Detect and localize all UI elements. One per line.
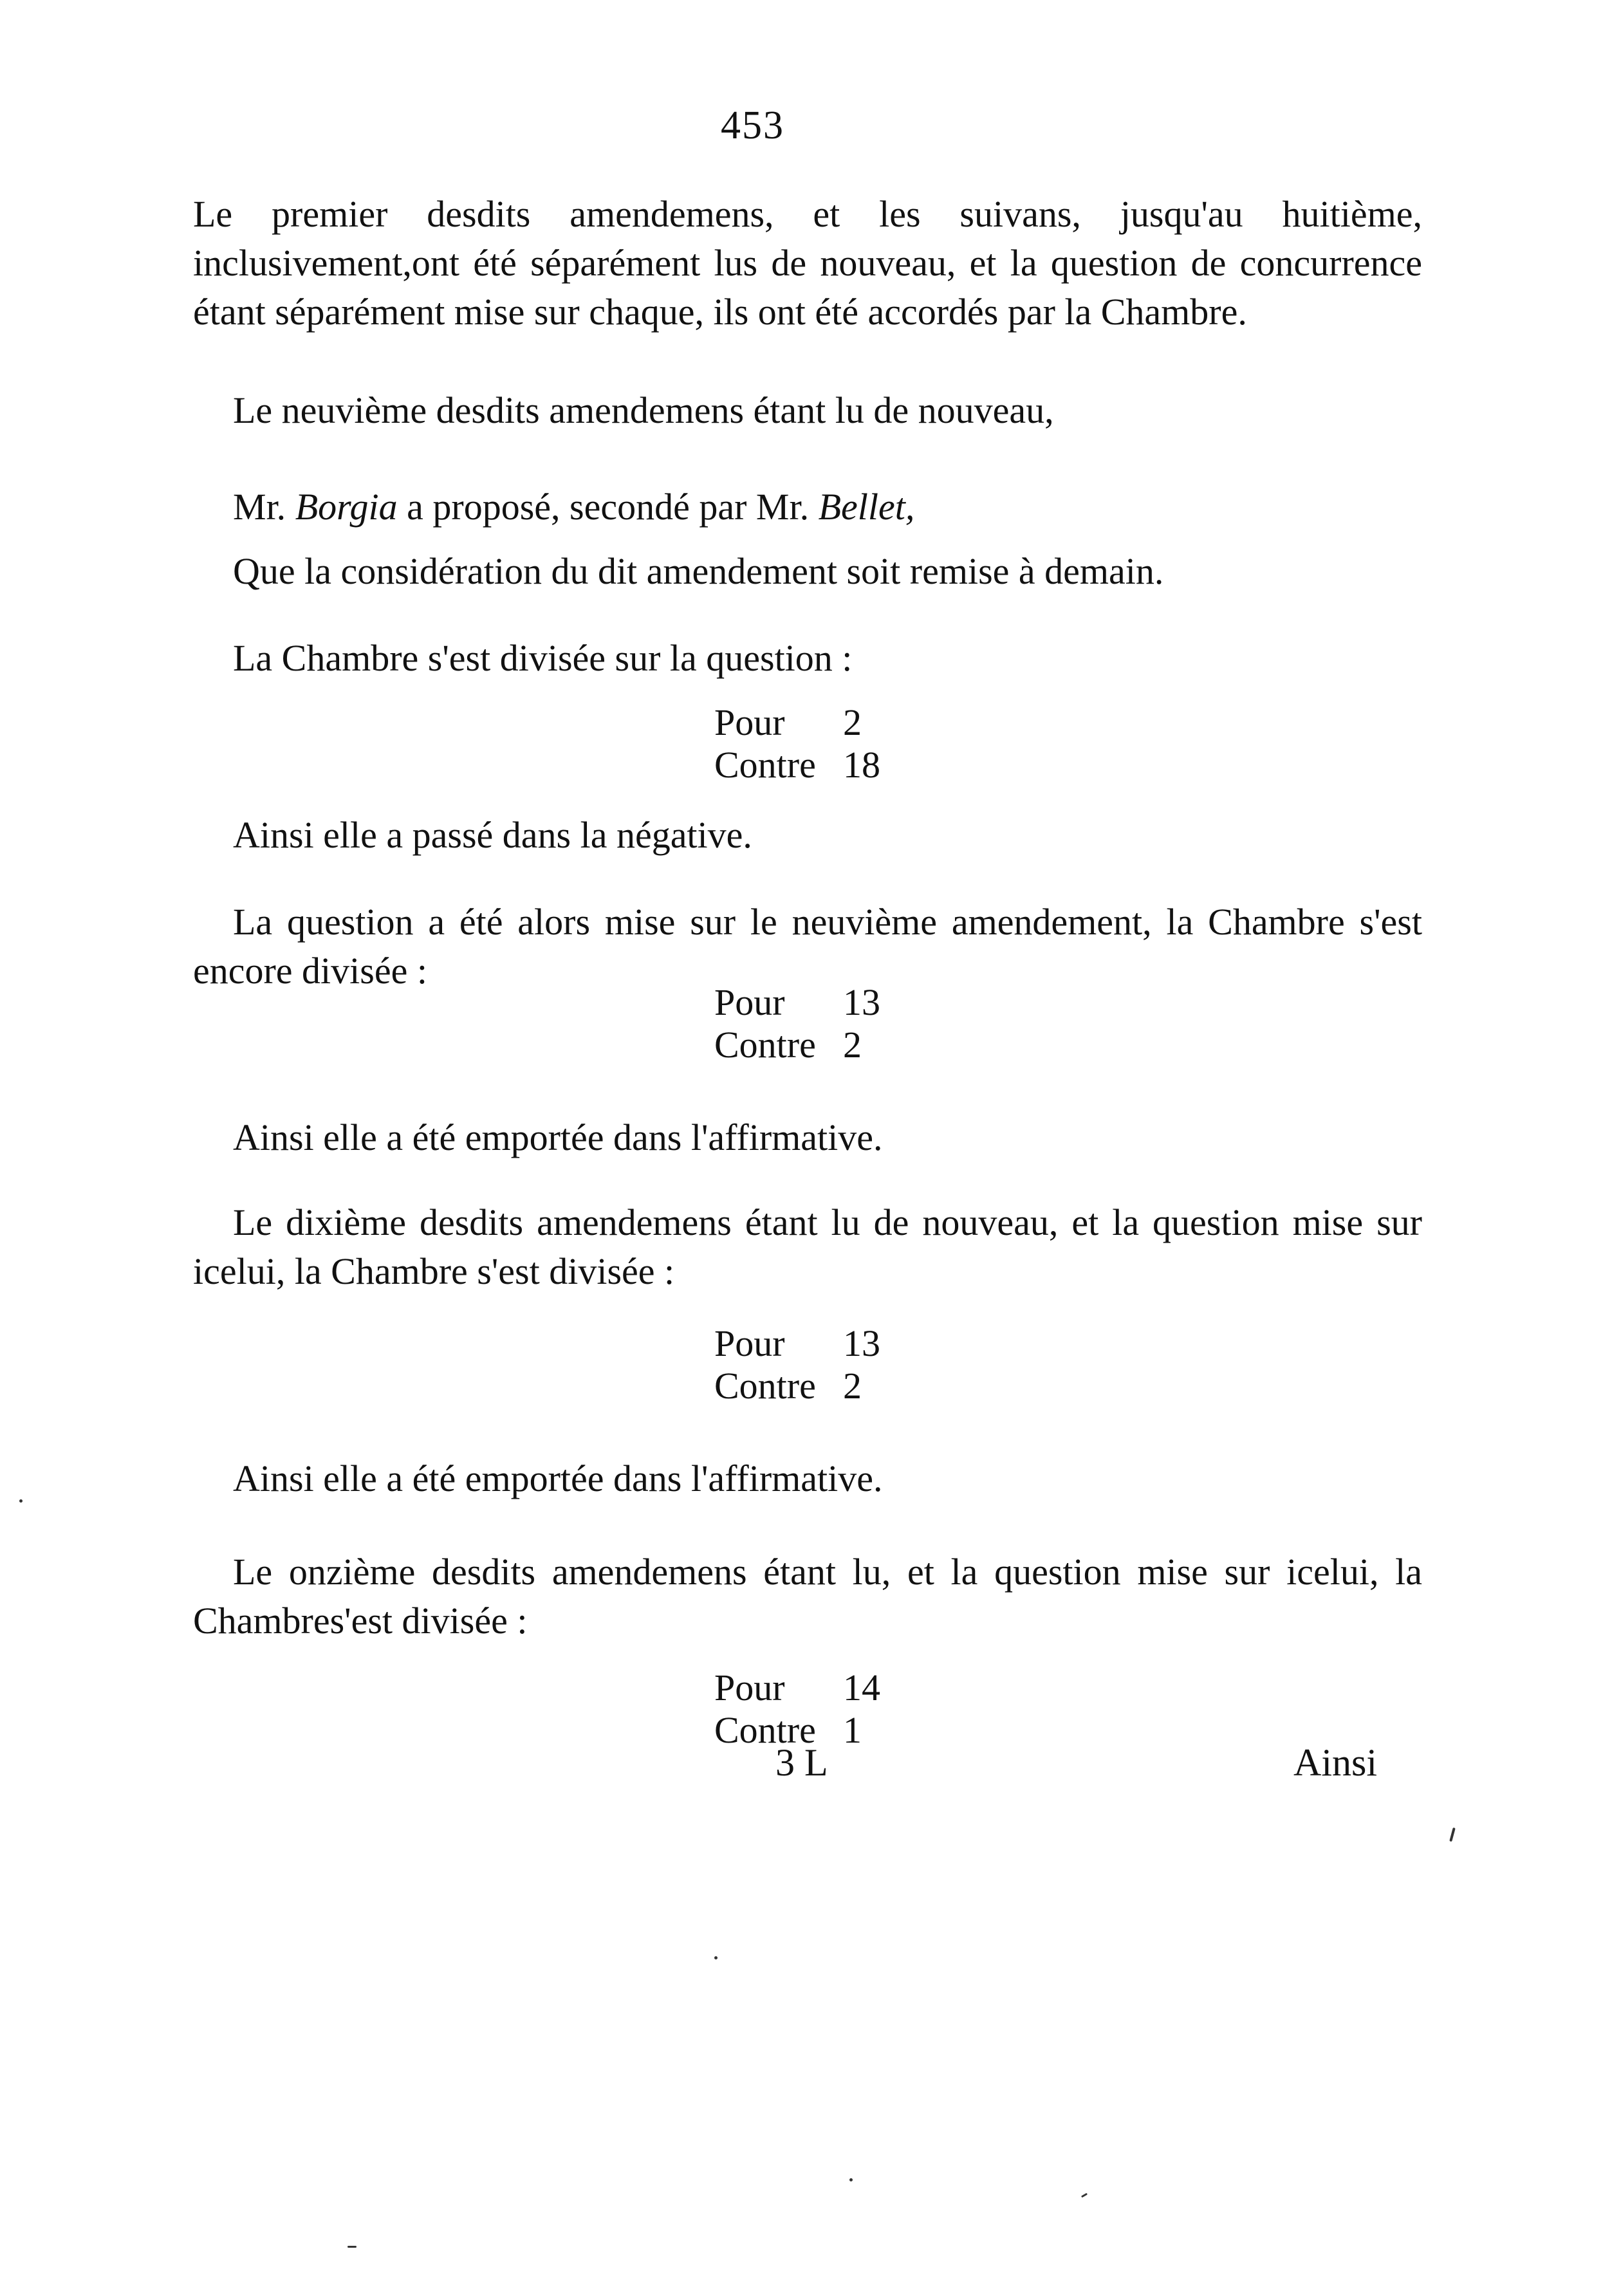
catchword: Ainsi bbox=[1293, 1741, 1378, 1784]
paragraph-result-negative: Ainsi elle a passé dans la négative. bbox=[233, 814, 752, 856]
vote-contre-count: 2 bbox=[843, 1024, 862, 1066]
paragraph-motion-text: Que la considération du dit amendement soit remise à demain. bbox=[233, 550, 1164, 592]
vote-pour-count: 14 bbox=[843, 1667, 880, 1708]
vote-tally-1 bbox=[714, 701, 880, 786]
vote-contre-count: 18 bbox=[843, 744, 880, 786]
vote-pour-count: 2 bbox=[843, 701, 862, 743]
vote-pour-label: Pour bbox=[714, 1322, 785, 1364]
paragraph-division-1: La Chambre s'est divisée sur la question : bbox=[233, 637, 853, 679]
paragraph-motion bbox=[233, 483, 914, 532]
paragraph-tenth-amendment: Le dixième desdits amendemens étant lu de nouveau, et la question mise sur icelui, la Chambre s'est divisée : bbox=[193, 1201, 1422, 1292]
vote-contre-label: Contre bbox=[714, 1709, 816, 1751]
vote-pour-count: 13 bbox=[843, 981, 880, 1023]
vote-contre-count: 2 bbox=[843, 1365, 862, 1407]
vote-pour-label: Pour bbox=[714, 1667, 785, 1708]
vote-contre-count: 1 bbox=[843, 1709, 862, 1751]
scan-speck bbox=[849, 2178, 853, 2181]
vote-contre-label: Contre bbox=[714, 1024, 816, 1066]
motion-prefix: Mr. bbox=[233, 486, 295, 528]
member-name-bellet: Bellet, bbox=[818, 486, 915, 528]
vote-pour-label: Pour bbox=[714, 981, 785, 1023]
scan-speck bbox=[347, 2246, 357, 2248]
vote-tally-2 bbox=[714, 981, 880, 1066]
page-number: 453 bbox=[721, 104, 784, 147]
vote-contre-label: Contre bbox=[714, 1365, 816, 1407]
scan-speck bbox=[1081, 2193, 1088, 2198]
paragraph-amendments-1-8: Le premier desdits amendemens, et les suivans, jusqu'au huitième, inclusivement,ont été séparément lus de nouveau, et la question de concurrence étant séparément mise sur chaque, ils ont été accordés par la Chambre. bbox=[193, 193, 1422, 333]
paragraph-result-affirmative-1: Ainsi elle a été emportée dans l'affirmative. bbox=[233, 1116, 883, 1158]
vote-pour-label: Pour bbox=[714, 701, 785, 743]
paragraph-division-2: La question a été alors mise sur le neuvième amendement, la Chambre s'est encore divisée : bbox=[193, 901, 1422, 992]
vote-tally-4 bbox=[714, 1667, 880, 1752]
scan-speck bbox=[1449, 1828, 1456, 1842]
member-name-borgia: Borgia bbox=[295, 486, 398, 528]
paragraph-result-affirmative-2: Ainsi elle a été emportée dans l'affirmative. bbox=[233, 1458, 883, 1499]
vote-contre-label: Contre bbox=[714, 744, 816, 786]
scan-speck bbox=[19, 1499, 23, 1503]
vote-tally-3 bbox=[714, 1322, 880, 1407]
scan-speck bbox=[714, 1956, 718, 1959]
paragraph-eleventh-amendment: Le onzième desdits amendemens étant lu, et la question mise sur icelui, la Chambres'est divisée : bbox=[193, 1551, 1422, 1642]
paragraph-ninth-amendment: Le neuvième desdits amendemens étant lu de nouveau, bbox=[233, 389, 1054, 431]
signature-mark: 3 L bbox=[775, 1741, 828, 1784]
vote-pour-count: 13 bbox=[843, 1322, 880, 1364]
motion-middle: a proposé, secondé par Mr. bbox=[397, 486, 819, 528]
